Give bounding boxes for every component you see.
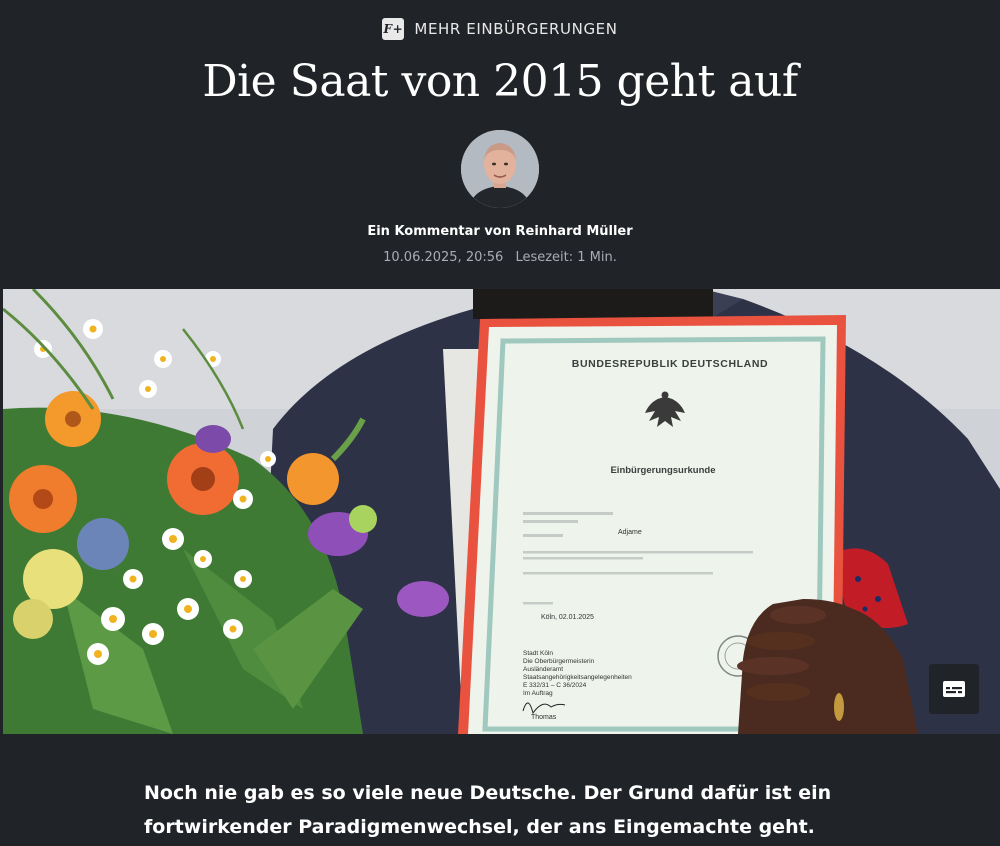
authority-line-3: Ausländeramt bbox=[523, 666, 564, 673]
cert-place-date: Köln, 02.01.2025 bbox=[541, 614, 594, 621]
authority-line-1: Stadt Köln bbox=[523, 650, 553, 657]
publish-date: 10.06.2025, 20:56 bbox=[383, 250, 504, 265]
avatar-image bbox=[461, 130, 539, 208]
hero-image bbox=[3, 289, 1000, 734]
cert-title: Einbürgerungsurkunde bbox=[610, 465, 716, 476]
cert-name: Adjame bbox=[618, 529, 642, 536]
authority-line-2: Die Oberbürgermeisterin bbox=[523, 658, 595, 665]
article-kicker[interactable] bbox=[0, 18, 1000, 40]
cert-signature-name: Thomas bbox=[531, 714, 557, 721]
page-title: Die Saat von 2015 geht auf bbox=[202, 56, 798, 107]
article-meta bbox=[0, 250, 1000, 265]
author-byline[interactable]: Ein Kommentar von Reinhard Müller bbox=[367, 224, 633, 239]
author-avatar[interactable] bbox=[461, 130, 539, 208]
kicker-label: MEHR EINBÜRGERUNGEN bbox=[414, 20, 618, 38]
authority-line-4: Staatsangehörigkeitsangelegenheiten bbox=[523, 674, 632, 681]
authority-line-6: Im Auftrag bbox=[523, 690, 553, 697]
captions-button[interactable] bbox=[929, 664, 979, 714]
article-lead: Noch nie gab es so viele neue Deutsche. Der Grund dafür ist ein fortwirkender Paradigmenwechsel, der ans Eingemachte geht. bbox=[144, 782, 832, 838]
fplus-icon: F+ bbox=[382, 18, 404, 40]
authority-line-5: E 332/31 – C 36/2024 bbox=[523, 682, 587, 689]
subtitles-icon bbox=[942, 680, 966, 698]
cert-country: BUNDESREPUBLIK DEUTSCHLAND bbox=[571, 358, 769, 370]
reading-time: Lesezeit: 1 Min. bbox=[515, 250, 617, 265]
